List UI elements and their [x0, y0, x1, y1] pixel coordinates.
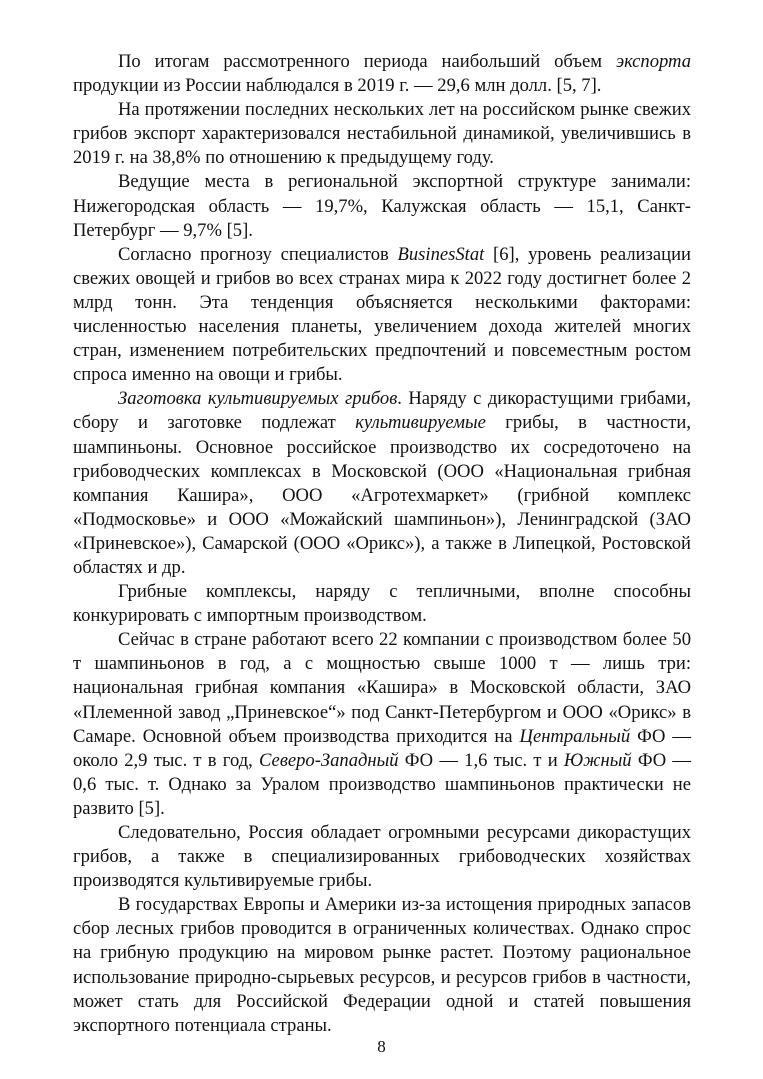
text-run: По итогам рассмотренного периода наибольший объем — [118, 51, 616, 72]
italic-run: культивируемые — [355, 412, 486, 434]
paragraph — [73, 893, 691, 1038]
text-run: Следовательно, Россия обладает огромными ресурсами дикорастущих грибов, а также в специализированных грибоводческих хозяйствах производятся культивируемые грибы. — [73, 822, 691, 892]
page-number: 8 — [377, 1037, 386, 1056]
text-run: ФО — около 2,9 тыс. т в год, — [73, 725, 691, 771]
paragraph — [73, 50, 691, 98]
text-run: . Наряду с дикорастущими грибами, сбору и заготовке подлежат — [73, 388, 691, 434]
text-run: Ведущие места в региональной экспортной структуре занимали: Нижегородская область — 19,7%, Калужская область — 15,1, Санкт-Петербург — 9,7% [5]. — [73, 171, 691, 241]
text-run: На протяжении последних нескольких лет на российском рынке свежих грибов экспорт характеризовался нестабильной динамикой, увеличившись в 2019 г. на 38,8% по отношению к предыдущему году. — [73, 99, 691, 169]
text-run: грибы, в частности, шампиньоны. Основное российское производство их сосредоточено на грибоводческих комплексах в Московской (ООО «Национальная грибная компания Кашира», ООО «Агротехмаркет» (грибной комплекс «Подмосковье» и ООО «Можайский шампиньон»), Ленинградской (ЗАО «Приневское»), Самарской (ООО «Орикс»), а также в Липецкой, Ростовской областях и др. — [73, 412, 692, 578]
paragraph — [73, 387, 691, 580]
paragraph — [73, 821, 691, 893]
text-run: продукции из России наблюдался в 2019 г. — 29,6 млн долл. [5, 7]. — [73, 75, 602, 97]
italic-run: BusinesStat — [397, 243, 485, 265]
paragraph — [73, 170, 691, 242]
italic-run: Центральный — [519, 725, 631, 747]
paragraph — [73, 98, 691, 170]
text-run: Сейчас в стране работают всего 22 компании с производством более 50 т шампиньонов в год, а с мощностью свыше 1000 т — лишь три: национальная грибная компания «Кашира» в Московской области, ЗАО «Племенной завод „Приневское“» под Санкт-Петербургом и ООО «Орикс» в Самаре. Основной объем производства приходится на — [73, 629, 691, 747]
italic-run: Южный — [563, 749, 632, 771]
text-run: Грибные комплексы, наряду с тепличными, вполне способны конкурировать с импортным производством. — [73, 581, 691, 627]
paragraph — [73, 628, 691, 821]
italic-run: Заготовка культивируемых грибов — [118, 388, 398, 410]
italic-run: Северо-Западный — [259, 749, 399, 771]
body-text — [73, 50, 691, 1038]
text-run: [6], уровень реализации свежих овощей и грибов во всех странах мира к 2022 году достигнет более 2 млрд тонн. Эта тенденция объясняется несколькими факторами: численностью населения планеты, увеличением дохода жителей многих стран, изменением потребительских предпочтений и повсеместным ростом спроса именно на овощи и грибы. — [73, 243, 691, 386]
text-run: ФО — 0,6 тыс. т. Однако за Уралом производство шампиньонов практически не развито [5]. — [73, 749, 691, 819]
paragraph — [73, 243, 691, 388]
text-run: ФО — 1,6 тыс. т и — [398, 749, 564, 771]
paragraph — [73, 580, 691, 628]
text-run: Согласно прогнозу специалистов — [118, 243, 398, 265]
italic-run: экспорта — [615, 51, 691, 72]
text-run: В государствах Европы и Америки из-за истощения природных запасов сбор лесных грибов проводится в ограниченных количествах. Однако спрос на грибную продукцию на мировом рынке растет. Поэтому рациональное использование природно-сырьевых ресурсов, и ресурсов грибов в частности, может стать для Российской Федерации одной и статей повышения экспортного потенциала страны. — [73, 894, 691, 1036]
